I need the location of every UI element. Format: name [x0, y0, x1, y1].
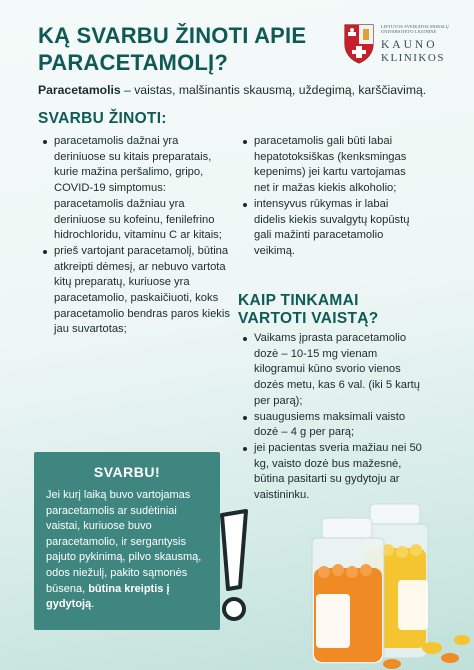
page-title: KĄ SVARBU ŽINOTI APIE PARACETAMOLĮ? [38, 23, 307, 75]
section-heading-important: SVARBU ŽINOTI: [38, 110, 167, 127]
important-list-right [242, 134, 417, 260]
list-item: prieš vartojant paracetamolį, būtina atkreipti dėmesį, ar nebuvo vartota kitų preparatų, kuriuose yra paracetamolio, paskaičiuoti, koks paracetamolio bendras paros kiekis jau suvartotas; [42, 244, 230, 338]
alert-text: Jei kurį laiką buvo vartojamas paracetamolis ar sudėtiniai vaistai, kuriuose buvo paracetamolio, ir sergantysis pajuto pykinimą, pilvo skausmą, odos niežulį, pakito sąmonės būsena, [46, 489, 202, 595]
list-item: paracetamolis dažnai yra deriniuose su kitais preparatais, kurie mažina peršalimo, gripo, COVID-19 simptomus: paracetamolis dažniau yra deriniuose su kofeinu, fenilefrino hidrochloridu, vitaminu C ar kitais; [42, 134, 230, 244]
intro-term: Paracetamolis [38, 83, 121, 97]
list-item: paracetamolis gali būti labai hepatotoksiškas (kenksmingas kepenims) jei kartu vartojamas net ir mažas kiekis alkoholio; [242, 134, 417, 197]
logo-university-text: LIETUVOS SVEIKATOS MOKSLŲ UNIVERSITETO LIGONINĖ [381, 24, 449, 34]
list-item: intensyvus rūkymas ir labai didelis kiekis suvalgytų kopūstų gali mažinti paracetamolio veikimą. [242, 197, 417, 260]
exclamation-icon [214, 505, 254, 625]
intro-definition: – vaistas, malšinantis skausmą, uždegimą, karščiavimą. [120, 83, 427, 97]
list-item: Vaikams įprasta paracetamolio dozė – 10-15 mg vienam kilogramui kūno svorio vienos dozės metu, kas 6 val. (iki 5 kartų per parą); [242, 331, 422, 410]
important-list-left [42, 134, 230, 338]
section-heading-usage: KAIP TINKAMAI VARTOTI VAISTĄ? [238, 292, 379, 327]
alert-end: . [91, 598, 95, 611]
alert-heading: SVARBU! [93, 464, 161, 480]
kauno-klinikos-logo [342, 22, 464, 66]
alert-body [46, 488, 208, 613]
alert-emphasis: būtina kreiptis į gydytoją [46, 582, 170, 611]
alert-box [34, 452, 220, 630]
usage-list [242, 331, 422, 504]
logo-name-line1: KAUNO [381, 39, 438, 51]
list-item: suaugusiems maksimali vaisto dozė – 4 g per parą; [242, 410, 422, 441]
list-item: jei pacientas sveria mažiau nei 50 kg, vaisto dozė bus mažesnė, būtina pasitarti su gydytoju ar vaistininku. [242, 441, 422, 504]
pill-bottles-illustration [282, 498, 474, 670]
logo-name-line2: KLINIKOS [381, 52, 445, 64]
coat-of-arms-icon [342, 22, 376, 64]
intro-paragraph [38, 82, 458, 98]
